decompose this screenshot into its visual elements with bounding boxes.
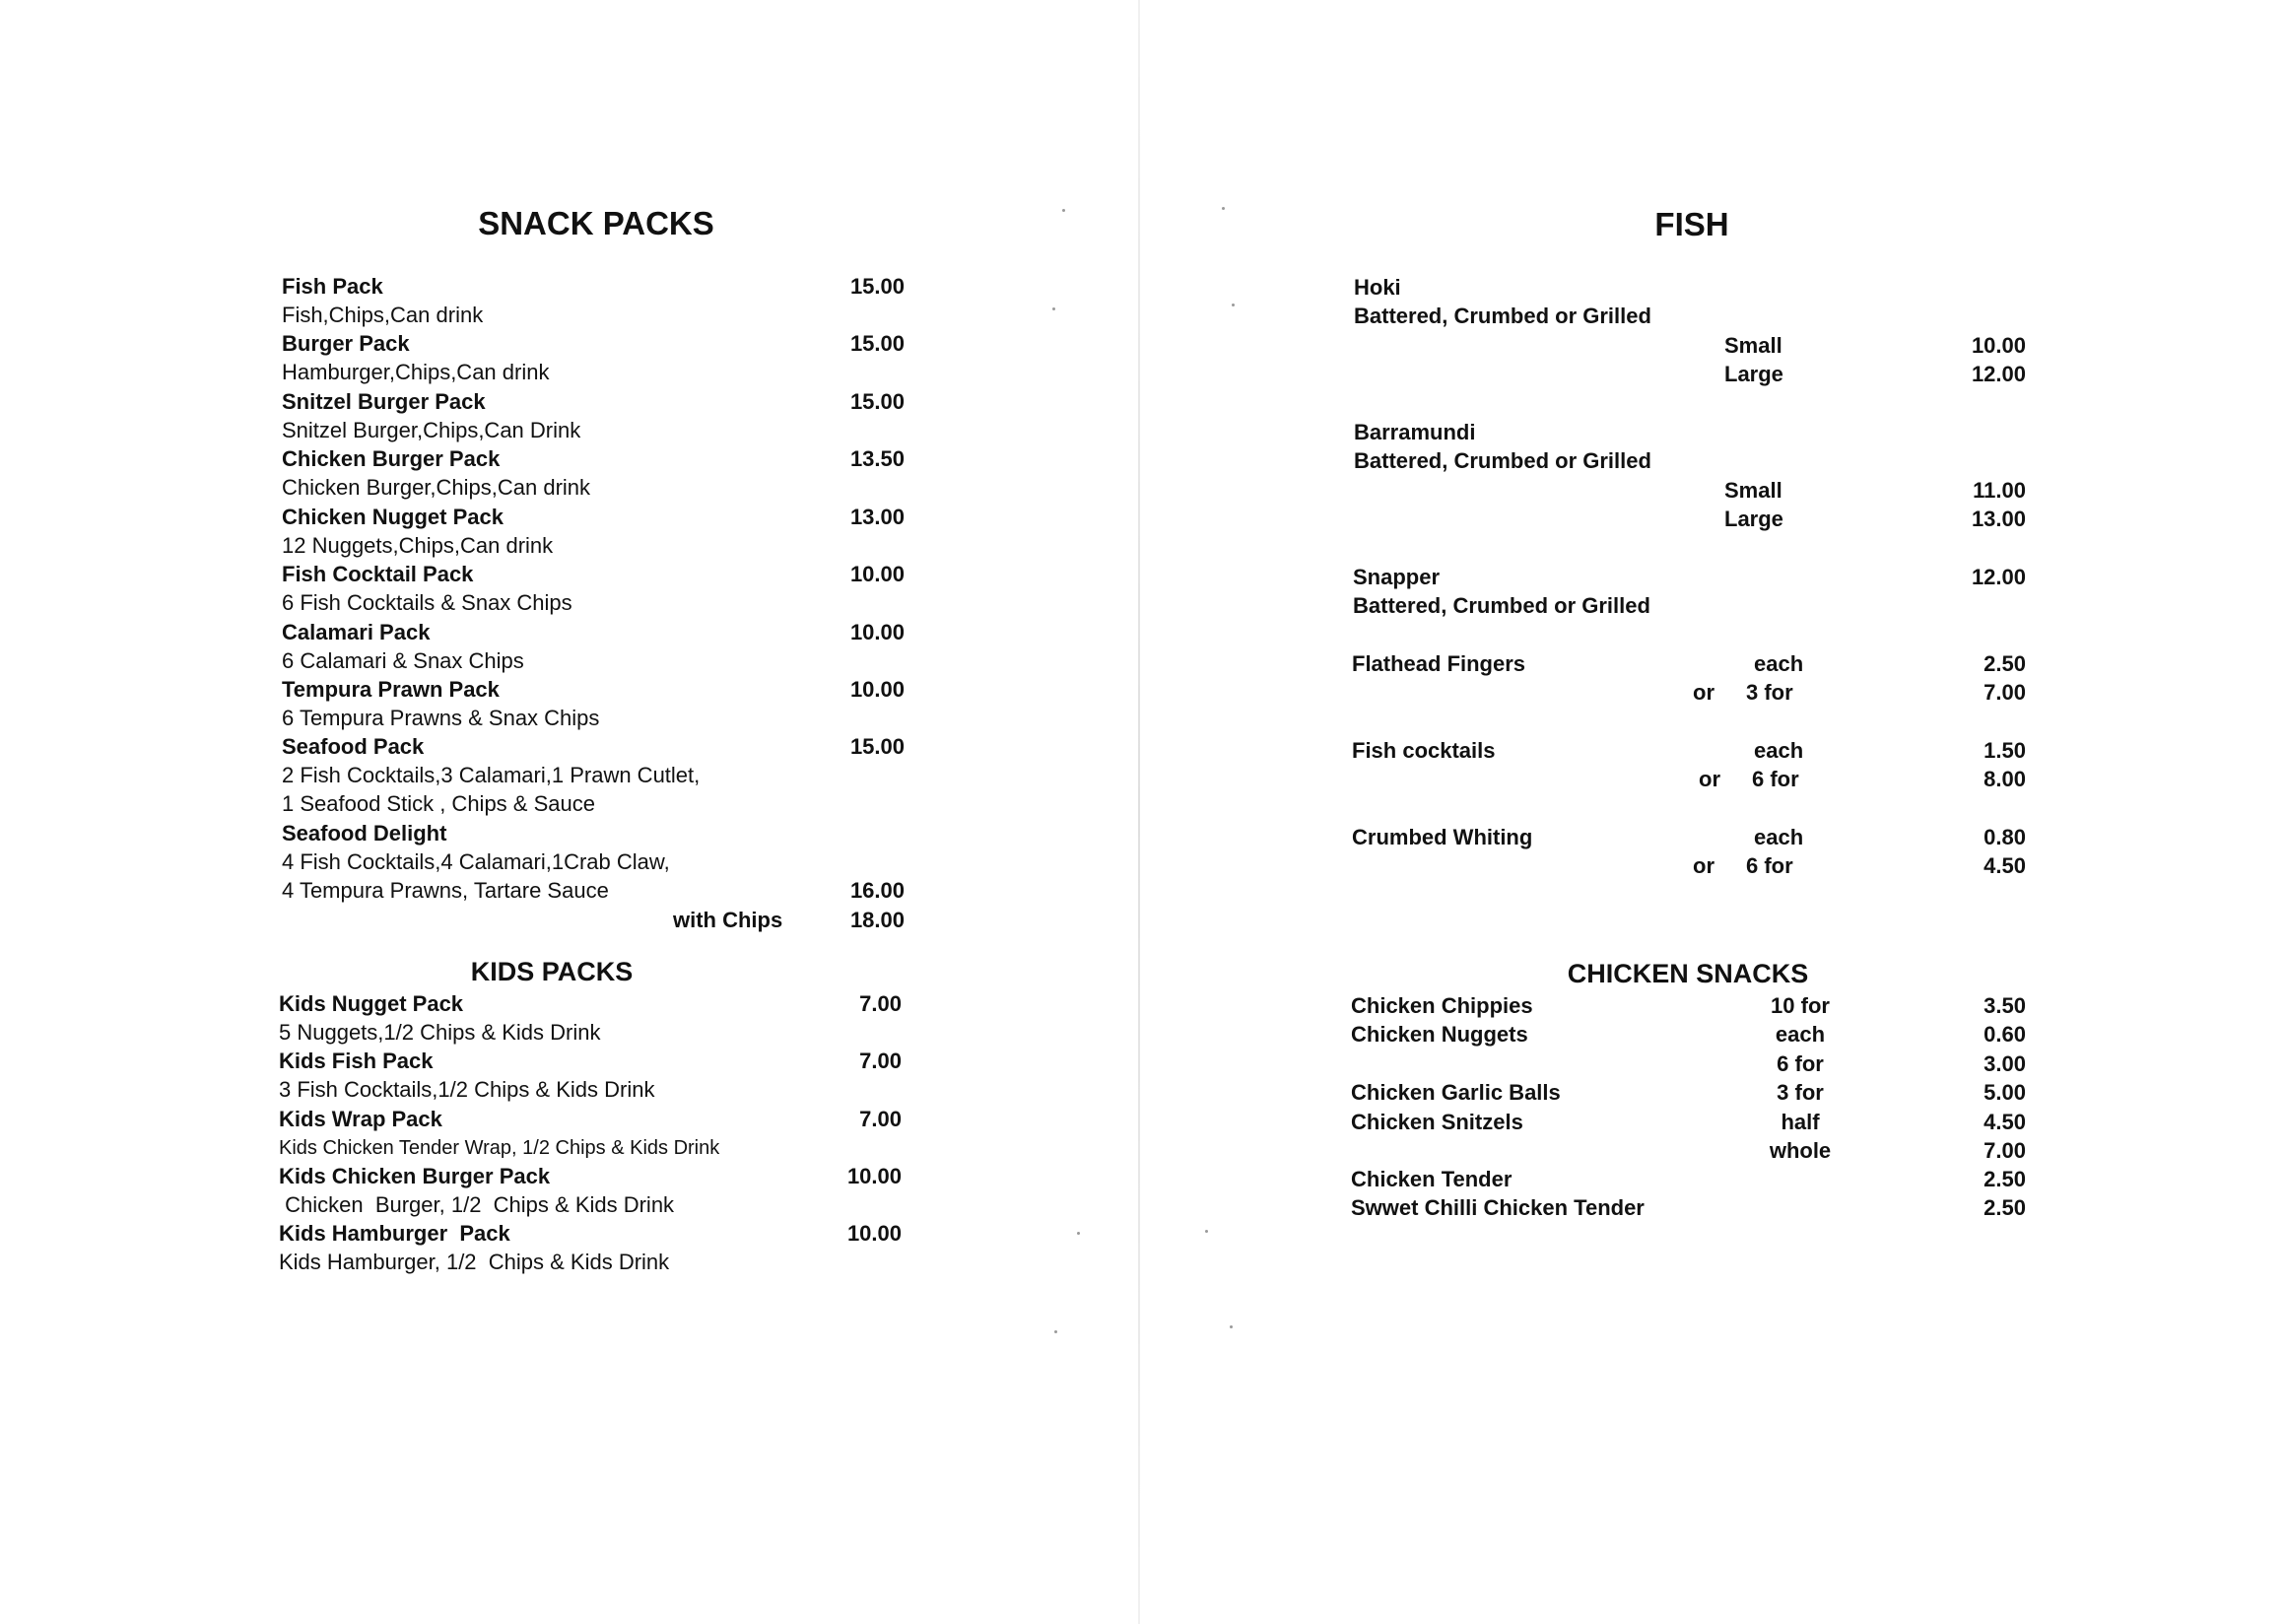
speck [1222,207,1225,210]
qty-label: 10 for [1771,993,1830,1018]
menu-item-price: 15.00 [849,734,905,759]
menu-item-name: Barramundi [1354,420,1476,444]
menu-item-price: 15.00 [849,331,905,356]
menu-item-price: 3.00 [1983,1051,2026,1076]
menu-item-desc: Hamburger,Chips,Can drink [282,360,550,384]
menu-item-desc: 2 Fish Cocktails,3 Calamari,1 Prawn Cutlet, [282,763,701,787]
qty-label: each [1775,1022,1826,1047]
snack-packs-title: SNACK PACKS [478,205,714,241]
menu-item-price: 16.00 [849,878,905,903]
menu-item-price: 12.00 [1971,362,2026,386]
qty-label: 3 for [1746,680,1793,705]
menu-item-name: Hoki [1354,275,1401,300]
with-chips-label: with Chips [673,908,783,932]
menu-item-price: 18.00 [849,908,905,932]
qty-label: each [1754,651,1804,676]
menu-item-desc: 5 Nuggets,1/2 Chips & Kids Drink [279,1020,601,1045]
speck [1052,307,1055,310]
menu-item-name: Seafood Pack [282,734,425,759]
menu-item-desc: Battered, Crumbed or Grilled [1354,448,1651,473]
menu-item-desc: 6 Fish Cocktails & Snax Chips [282,590,572,615]
menu-item-name: Chicken Snitzels [1351,1110,1523,1134]
menu-item-desc: Kids Hamburger, 1/2 Chips & Kids Drink [279,1250,670,1274]
qty-label: each [1754,738,1804,763]
or-label: or [1699,767,1720,791]
menu-item-name: Kids Nugget Pack [279,991,464,1016]
menu-item-price: 7.00 [1983,1138,2026,1163]
menu-item-price: 15.00 [849,389,905,414]
menu-item-desc: Chicken Burger,Chips,Can drink [282,475,591,500]
speck [1054,1330,1057,1333]
menu-item-price: 7.00 [859,1049,902,1073]
size-label: Large [1724,362,1783,386]
qty-label: half [1781,1110,1820,1134]
page-fold [1138,0,1140,1624]
menu-item-desc: Battered, Crumbed or Grilled [1354,304,1651,328]
menu-item-name: Fish Cocktail Pack [282,562,474,586]
menu-item-price: 4.50 [1983,853,2026,878]
speck [1062,209,1065,212]
speck [1232,304,1235,306]
menu-item-price: 0.80 [1983,825,2026,849]
menu-item-name: Chicken Chippies [1351,993,1533,1018]
menu-item-price: 13.50 [849,446,905,471]
speck [1205,1230,1208,1233]
menu-item-name: Chicken Tender [1351,1167,1513,1191]
menu-item-price: 7.00 [1983,680,2026,705]
qty-label: 6 for [1746,853,1793,878]
menu-item-name: Kids Chicken Burger Pack [279,1164,551,1188]
menu-item-price: 4.50 [1983,1110,2026,1134]
menu-item-name: Chicken Garlic Balls [1351,1080,1561,1105]
menu-item-name: Burger Pack [282,331,410,356]
menu-item-price: 0.60 [1983,1022,2026,1047]
menu-item-name: Crumbed Whiting [1352,825,1533,849]
or-label: or [1693,680,1714,705]
menu-item-name: Snapper [1353,565,1441,589]
menu-item-desc: 4 Tempura Prawns, Tartare Sauce [282,878,609,903]
menu-item-price: 12.00 [1971,565,2026,589]
fish-title: FISH [1654,206,1729,242]
size-label: Small [1724,478,1782,503]
menu-item-desc: Kids Chicken Tender Wrap, 1/2 Chips & Kids Drink [279,1137,720,1159]
menu-item-name: Swwet Chilli Chicken Tender [1351,1195,1645,1220]
menu-item-price: 2.50 [1983,651,2026,676]
menu-item-name: Chicken Nuggets [1351,1022,1528,1047]
menu-item-price: 10.00 [849,562,905,586]
menu-item-name: Chicken Burger Pack [282,446,501,471]
menu-item-name: Flathead Fingers [1352,651,1526,676]
menu-item-price: 3.50 [1983,993,2026,1018]
menu-item-desc: 3 Fish Cocktails,1/2 Chips & Kids Drink [279,1077,655,1102]
menu-item-price: 13.00 [1971,507,2026,531]
menu-item-name: Kids Fish Pack [279,1049,434,1073]
menu-item-desc: Fish,Chips,Can drink [282,303,484,327]
menu-item-price: 2.50 [1983,1195,2026,1220]
menu-item-name: Tempura Prawn Pack [282,677,500,702]
menu-item-desc: Chicken Burger, 1/2 Chips & Kids Drink [279,1192,675,1217]
menu-item-name: Calamari Pack [282,620,431,644]
chicken-snacks-title: CHICKEN SNACKS [1567,959,1809,988]
menu-item-desc: Snitzel Burger,Chips,Can Drink [282,418,581,442]
menu-item-desc: Battered, Crumbed or Grilled [1353,593,1650,618]
qty-label: each [1754,825,1804,849]
kids-packs-title: KIDS PACKS [470,957,634,986]
menu-item-price: 10.00 [846,1164,902,1188]
speck [1077,1232,1080,1235]
size-label: Small [1724,333,1782,358]
menu-item-name: Kids Hamburger Pack [279,1221,510,1246]
menu-item-price: 5.00 [1983,1080,2026,1105]
or-label: or [1693,853,1714,878]
menu-item-desc: 6 Tempura Prawns & Snax Chips [282,706,600,730]
menu-item-price: 2.50 [1983,1167,2026,1191]
menu-item-name: Kids Wrap Pack [279,1107,442,1131]
menu-item-desc: 6 Calamari & Snax Chips [282,648,524,673]
menu-item-price: 10.00 [1971,333,2026,358]
menu-item-price: 11.00 [1973,478,2026,503]
menu-item-price: 7.00 [859,1107,902,1131]
qty-label: whole [1769,1138,1832,1163]
menu-item-price: 7.00 [859,991,902,1016]
size-label: Large [1724,507,1783,531]
qty-label: 6 for [1752,767,1799,791]
menu-item-desc: 4 Fish Cocktails,4 Calamari,1Crab Claw, [282,849,670,874]
menu-item-name: Fish cocktails [1352,738,1496,763]
menu-item-desc: 1 Seafood Stick , Chips & Sauce [282,791,595,816]
speck [1230,1325,1233,1328]
menu-item-price: 10.00 [846,1221,902,1246]
menu-item-price: 15.00 [849,274,905,299]
qty-label: 6 for [1777,1051,1824,1076]
menu-item-name: Chicken Nugget Pack [282,505,504,529]
menu-item-price: 10.00 [849,677,905,702]
menu-item-name: Fish Pack [282,274,383,299]
menu-item-price: 1.50 [1983,738,2026,763]
menu-item-price: 8.00 [1983,767,2026,791]
menu-item-name: Seafood Delight [282,821,447,846]
qty-label: 3 for [1777,1080,1824,1105]
menu-item-price: 10.00 [849,620,905,644]
menu-item-name: Snitzel Burger Pack [282,389,486,414]
menu-item-price: 13.00 [849,505,905,529]
menu-item-desc: 12 Nuggets,Chips,Can drink [282,533,554,558]
